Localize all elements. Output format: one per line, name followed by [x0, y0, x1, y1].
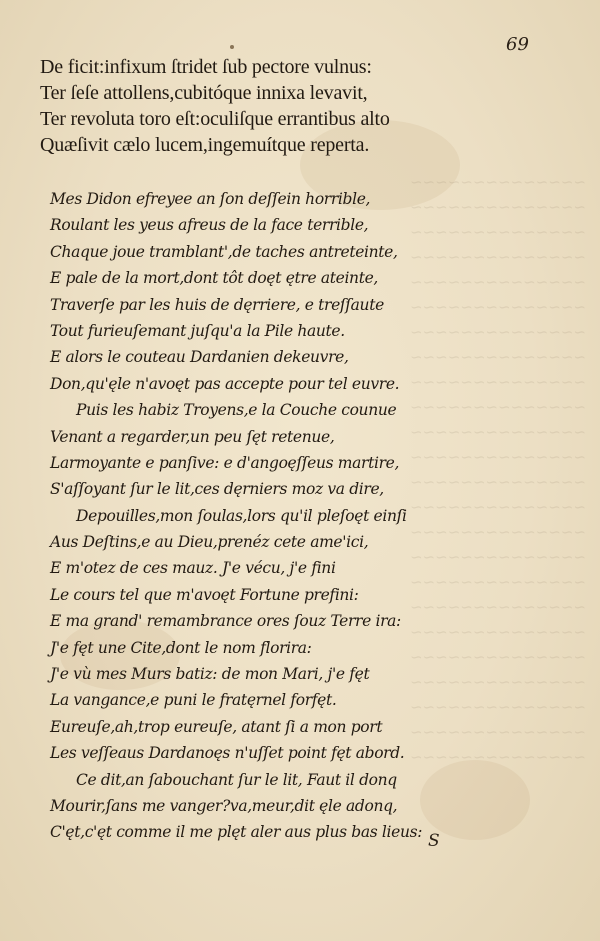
french-verse-line: Le cours tel que m'avoęt Fortune prefini:	[50, 585, 359, 604]
latin-verse-line: Quæſivit cælo lucem,ingemuítque reperta.	[40, 134, 370, 156]
french-verse-line: La vangance,e puni le fratęrnel forfęt.	[50, 691, 337, 710]
french-verse-line: E alors le couteau Dardanien dekeuvre,	[50, 348, 349, 367]
french-verse-line: Traverſe par les huis de dęrriere, e treſſaute	[50, 295, 384, 314]
french-verse-line: Don,qu'ęle n'avoęt pas accepte pour tel euvre.	[50, 374, 400, 393]
french-verse-line: Roulant les yeus afreus de la face terrible,	[50, 216, 369, 235]
french-verse-line: Les veſſeaus Dardanoęs n'uſſet point fęt abord.	[50, 744, 405, 763]
french-verse-line: S'aſſoyant ſur le lit,ces dęrniers moz va dire,	[50, 480, 384, 499]
french-verse-block	[50, 186, 450, 846]
ink-dot	[230, 45, 234, 49]
french-verse-line: Ce dit,an ſabouchant ſur le lit, Faut il donq	[76, 770, 397, 789]
french-verse-line: C'ęt,c'ęt comme il me plęt aler aus plus bas lieus:	[50, 823, 423, 842]
french-verse-line: Aus Deſtins,e au Dieu,prenéz cete ame'ici,	[50, 533, 369, 552]
french-verse-line: Puis les habiz Troyens,e la Couche counue	[76, 401, 397, 420]
french-verse-line: E ma grand' remambrance ores ſouz Terre ira:	[50, 612, 401, 631]
latin-verse-line: De ficit:infixum ſtridet ſub pectore vulnus:	[40, 56, 372, 78]
latin-verse-line: Ter ſeſe attollens,cubitóque innixa levavit,	[40, 82, 368, 104]
latin-verse-block	[40, 54, 480, 158]
show-through-text: ~~~~~~~~~~~~~~ ~~~~~~~~~~~~~~ ~~~~~~~~~~~~~~ ~~~~~~~~~~~~~~ ~~~~~~~~~~~~~~ ~~~~~~~~~~~~~~ ~~~~~~~~~~~~~~ ~~~~~~~~~~~~~~ ~~~~~~~~~~~~~~ ~~~~~~~~~~~~~~ ~~~~~~~~~~~~~~ ~~~~~~~~~~~~~~ ~~~~~~~~~~~~~~ ~~~~~~~~~~~~~~ ~~~~~~~~~~~~~~ ~~~~~~~~~~~~~~ ~~~~~~~~~~~~~~ ~~~~~~~~~~~~~~ ~~~~~~~~~~~~~~ ~~~~~~~~~~~~~~ ~~~~~~~~~~~~~~ ~~~~~~~~~~~~~~ ~~~~~~~~~~~~~~ ~~~~~~~~~~~~~~	[410, 173, 586, 766]
french-verse-line: E pale de la mort,dont tôt doęt ętre ateinte,	[50, 269, 378, 288]
french-verse-line: J'e vù mes Murs batiz: de mon Mari, j'e fęt	[50, 665, 370, 684]
french-verse-line: J'e fęt une Cite,dont le nom florira:	[50, 638, 312, 657]
french-verse-line: Mes Didon efreyee an ſon deſſein horrible,	[50, 190, 371, 208]
french-verse-line: Depouilles,mon ſoulas,lors qu'il pleſoęt einſi	[76, 506, 407, 525]
french-verse-line: E m'otez de ces mauz. J'e vécu, j'e fini	[50, 559, 336, 578]
french-verse-line: Venant a regarder,un peu ſęt retenue,	[50, 427, 335, 446]
latin-verse-line: Ter revoluta toro eſt:oculiſque errantibus alto	[40, 108, 390, 130]
french-verse-line: Chaque joue tramblant',de taches antreteinte,	[50, 242, 398, 261]
french-verse-line: Larmoyante e panſive: e d'angoęſſeus martire,	[50, 453, 400, 472]
french-verse-line: Mourir,ſans me vanger?va,meur,dit ęle adonq,	[50, 796, 398, 815]
french-verse-line: Tout furieuſemant juſqu'a la Pile haute.	[50, 321, 345, 340]
signature-mark: S	[428, 831, 440, 851]
french-verse-line: Eureuſe,ah,trop eureuſe, atant ſi a mon port	[50, 717, 383, 736]
page-number: 69	[506, 34, 529, 55]
